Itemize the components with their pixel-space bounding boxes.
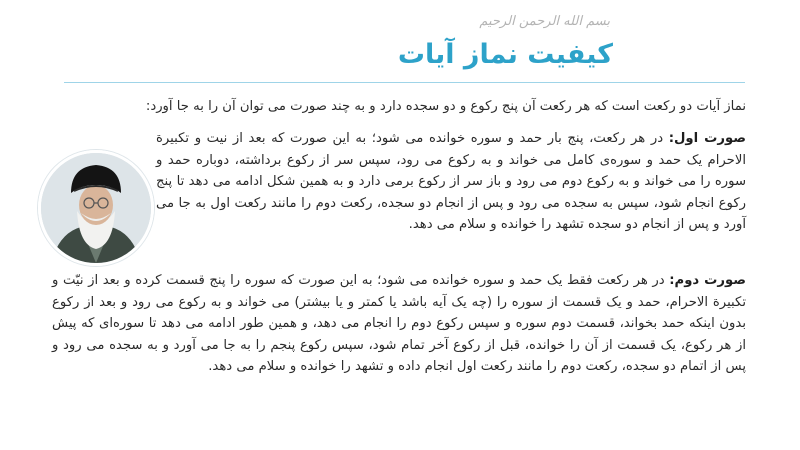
- section-first-heading: صورت اول:: [668, 131, 746, 146]
- intro-paragraph: نماز آیات دو رکعت است که هر رکعت آن پنج رکوع و دو سجده دارد و به چند صورت می توان آن را به جا آورد:: [145, 99, 746, 114]
- title-divider: [64, 82, 745, 83]
- section-second-heading: صورت دوم:: [669, 273, 746, 288]
- bismillah-text: بسم الله الرحمن الرحیم: [479, 14, 610, 29]
- section-second-body: در هر رکعت فقط یک حمد و سوره خوانده می شود؛ به این صورت که سوره را پنج قسمت کرده و بعد از نیّت و تکبیرة الاحرام، حمد و یک قسمت از سوره را (چه یک آیه باشد یا کمتر و یا بیشتر) می خواند و به رکوع می رود و بعد از رکوع بدون اینکه حمد بخواند، قسمت دوم سوره و سپس رکوع دوم را انجام می دهد، و همین طور ادامه می دهد تا سوره‌ای که پیش از هر رکوع، یک قسمت از آن را خوانده، قبل از رکوع آخر تمام شود، سپس رکوع پنجم را به جا می آورد و به سجده می رود و پس از اتمام دو سجده، رکعت دوم را مانند رکعت اول انجام داده و تشهد را خوانده و سلام می دهد.: [52, 273, 746, 375]
- portrait-icon: [38, 150, 154, 266]
- page-title: کیفیت نماز آیات: [397, 39, 613, 70]
- section-first-body: در هر رکعت، پنج بار حمد و سوره خوانده می شود؛ به این صورت که بعد از نیت و تکبیرة الاحرام یک حمد و سوره‌ی کامل می خواند و به رکوع می رود، سپس سر از رکوع برداشته، دوباره حمد و سوره را می خواند و به رکوع دوم می رود و باز سر از رکوع برمی دارد و به همین شکل ادامه می دهد تا پنج رکوع انجام شود، سپس به سجده می رود و پس از انجام دو سجده، رکعت دوم را مانند رکعت اول به جا می آورد و پس از انجام دو سجده تشهد را خوانده و سلام می دهد.: [156, 131, 746, 233]
- portrait-illustration: [41, 153, 151, 263]
- section-first-method: [52, 128, 746, 236]
- section-second-method: [52, 270, 746, 378]
